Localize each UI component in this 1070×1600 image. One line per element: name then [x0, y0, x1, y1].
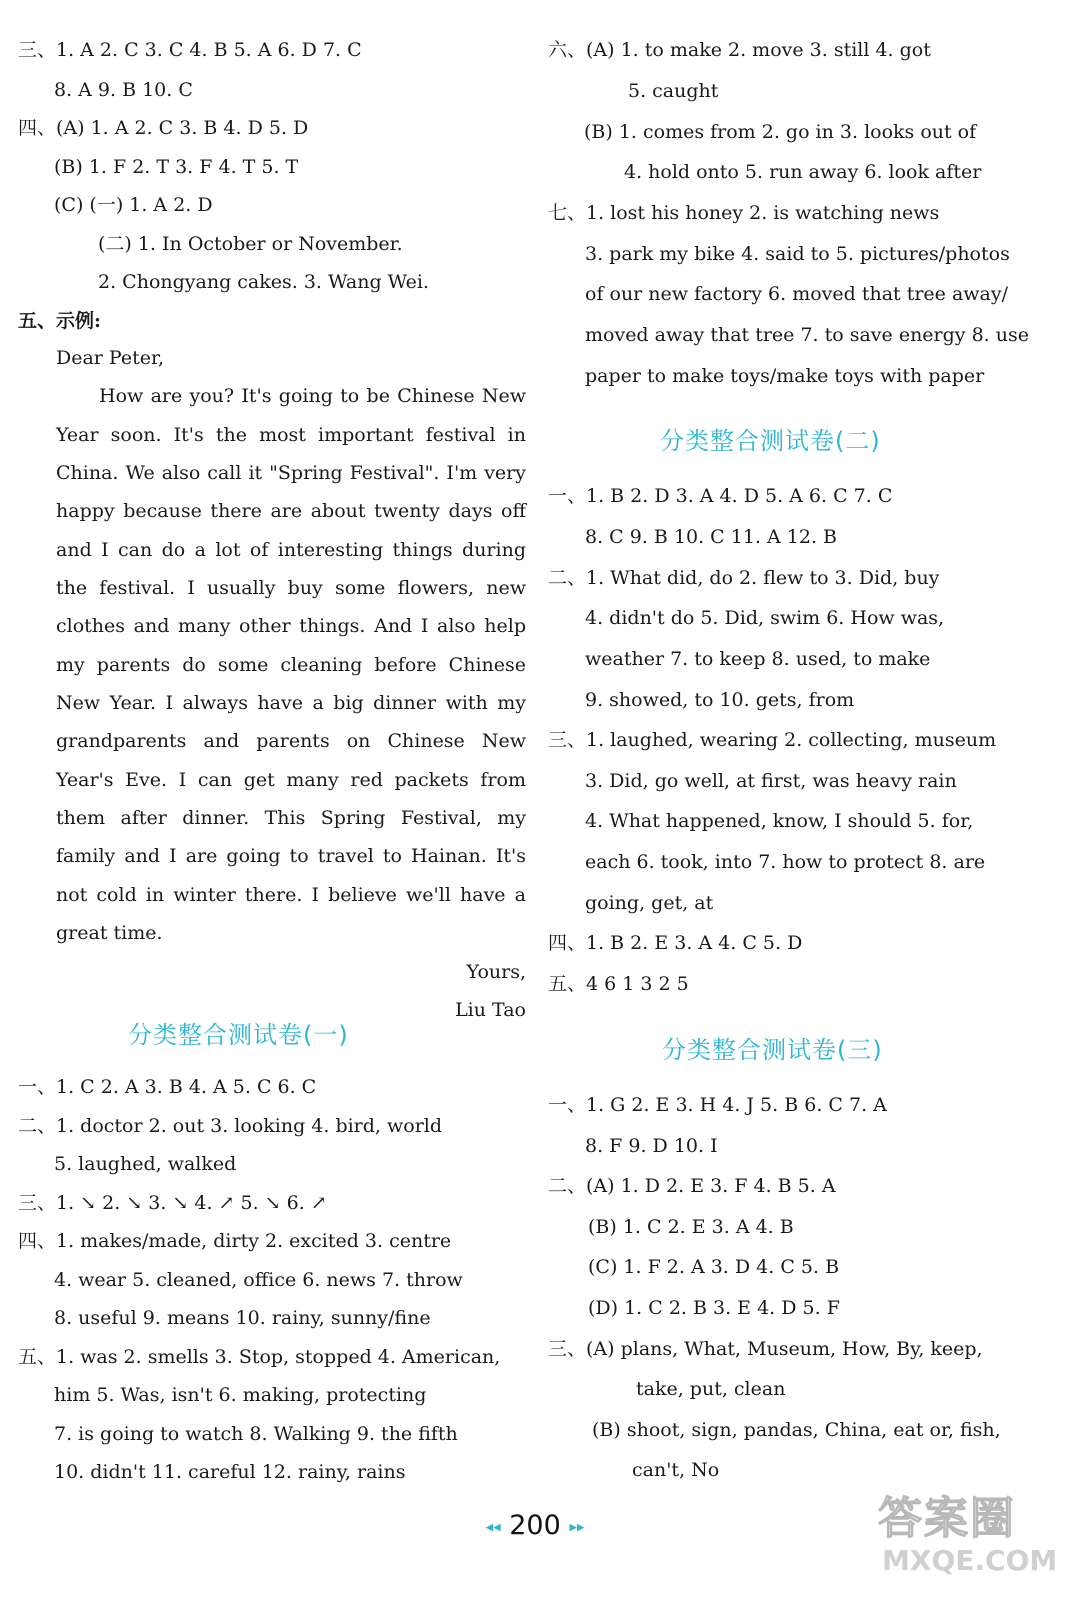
answer-line: 5. laughed, walked: [54, 1153, 237, 1175]
watermark-bottom: MXQE.COM: [882, 1544, 1058, 1577]
answer-line: 3. Did, go well, at first, was heavy rain: [585, 770, 957, 792]
page-number-text: 200: [509, 1510, 561, 1541]
answer-line: 四、(A) 1. A 2. C 3. B 4. D 5. D: [18, 117, 309, 139]
section-title: 分类整合测试卷(三): [662, 1036, 883, 1064]
left-arrows-icon: ◂◂: [485, 1517, 501, 1536]
watermark-logo: [878, 1482, 1058, 1582]
answer-line: 10. didn't 11. careful 12. rainy, rains: [54, 1461, 406, 1483]
answer-line: 2. Chongyang cakes. 3. Wang Wei.: [98, 271, 429, 293]
answer-line: 一、1. G 2. E 3. H 4. J 5. B 6. C 7. A: [548, 1094, 887, 1116]
letter-body: How are you? It's going to be Chinese New Year soon. It's the most important festival in China. We also call it "Spring Festival". I'm very happy because there are about twenty days off and I can do a lot of interesting things during the festival. I usually buy some flowers, new clothes and many other things. And I also help my parents do some cleaning before Chinese New Year. I always have a big dinner with my grandparents and parents on Chinese New Year's Eve. I can get many red packets from them after dinner. This Spring Festival, my family and I are going to travel to Hainan. It's not cold in winter there. I believe we'll have a great time.: [56, 385, 526, 945]
answer-line: 二、1. doctor 2. out 3. looking 4. bird, world: [18, 1115, 443, 1137]
answer-line: (D) 1. C 2. B 3. E 4. D 5. F: [588, 1297, 840, 1319]
answer-line: going, get, at: [585, 892, 714, 914]
answer-line: 4. hold onto 5. run away 6. look after: [624, 161, 982, 183]
watermark-top: 答案圈: [878, 1493, 1016, 1544]
answer-line: (C) 1. F 2. A 3. D 4. C 5. B: [588, 1256, 840, 1278]
answer-line: 8. F 9. D 10. I: [585, 1135, 718, 1157]
answer-line: can't, No: [632, 1459, 720, 1481]
answer-line: moved away that tree 7. to save energy 8. use: [585, 324, 1029, 346]
answer-line: 一、1. C 2. A 3. B 4. A 5. C 6. C: [18, 1076, 317, 1098]
section-title: 分类整合测试卷(二): [660, 427, 881, 455]
answer-line: 4. wear 5. cleaned, office 6. news 7. throw: [54, 1269, 463, 1291]
answer-line: (B) shoot, sign, pandas, China, eat or, fish,: [592, 1419, 1001, 1441]
answer-line: paper to make toys/make toys with paper: [585, 365, 985, 387]
answer-line: 五、4 6 1 3 2 5: [548, 973, 689, 995]
answer-line: 三、1. ↘ 2. ↘ 3. ↘ 4. ↗ 5. ↘ 6. ↗: [18, 1192, 327, 1214]
answer-line: 三、(A) plans, What, Museum, How, By, keep,: [548, 1338, 983, 1360]
answer-line: 六、(A) 1. to make 2. move 3. still 4. got: [548, 39, 931, 61]
section-title: 分类整合测试卷(一): [128, 1021, 349, 1049]
answer-line: take, put, clean: [636, 1378, 786, 1400]
answer-line: (C) (一) 1. A 2. D: [54, 194, 213, 216]
answer-line: 9. showed, to 10. gets, from: [585, 689, 855, 711]
answer-line: 四、1. makes/made, dirty 2. excited 3. centre: [18, 1230, 452, 1252]
answer-line: 五、示例:: [18, 310, 102, 332]
answer-line: of our new factory 6. moved that tree away/: [585, 283, 1009, 305]
answer-line: 三、1. laughed, wearing 2. collecting, museum: [548, 729, 997, 751]
answer-line: weather 7. to keep 8. used, to make: [585, 648, 931, 670]
letter-closing: Yours,: [466, 960, 526, 983]
answer-line: him 5. Was, isn't 6. making, protecting: [54, 1384, 427, 1406]
sample-letter: [56, 339, 526, 1029]
answer-line: 3. park my bike 4. said to 5. pictures/photos: [585, 243, 1010, 265]
answer-line: 四、1. B 2. E 3. A 4. C 5. D: [548, 932, 803, 954]
answer-line: 二、1. What did, do 2. flew to 3. Did, buy: [548, 567, 940, 589]
answer-line: each 6. took, into 7. how to protect 8. are: [585, 851, 986, 873]
answer-line: (B) 1. comes from 2. go in 3. looks out of: [584, 121, 977, 143]
answer-line: 5. caught: [628, 80, 719, 102]
answer-line: 一、1. B 2. D 3. A 4. D 5. A 6. C 7. C: [548, 485, 893, 507]
answer-line: (B) 1. C 2. E 3. A 4. B: [588, 1216, 794, 1238]
answer-line: 8. A 9. B 10. C: [54, 79, 193, 101]
answer-line: 五、1. was 2. smells 3. Stop, stopped 4. American,: [18, 1346, 501, 1368]
answer-line: (B) 1. F 2. T 3. F 4. T 5. T: [54, 156, 299, 178]
answer-line: 4. What happened, know, I should 5. for,: [585, 810, 974, 832]
answer-line: 二、(A) 1. D 2. E 3. F 4. B 5. A: [548, 1175, 836, 1197]
answer-line: 4. didn't do 5. Did, swim 6. How was,: [585, 607, 945, 629]
letter-greeting: Dear Peter,: [56, 347, 165, 369]
letter-signature: Liu Tao: [455, 998, 526, 1021]
answer-line: 三、1. A 2. C 3. C 4. B 5. A 6. D 7. C: [18, 39, 362, 61]
answer-line: 8. C 9. B 10. C 11. A 12. B: [585, 526, 837, 548]
right-arrows-icon: ▸▸: [569, 1517, 585, 1536]
answer-line: 8. useful 9. means 10. rainy, sunny/fine: [54, 1307, 431, 1329]
answer-line: 7. is going to watch 8. Walking 9. the fifth: [54, 1423, 458, 1445]
answer-line: (二) 1. In October or November.: [98, 233, 403, 255]
answer-line: 七、1. lost his honey 2. is watching news: [548, 202, 940, 224]
